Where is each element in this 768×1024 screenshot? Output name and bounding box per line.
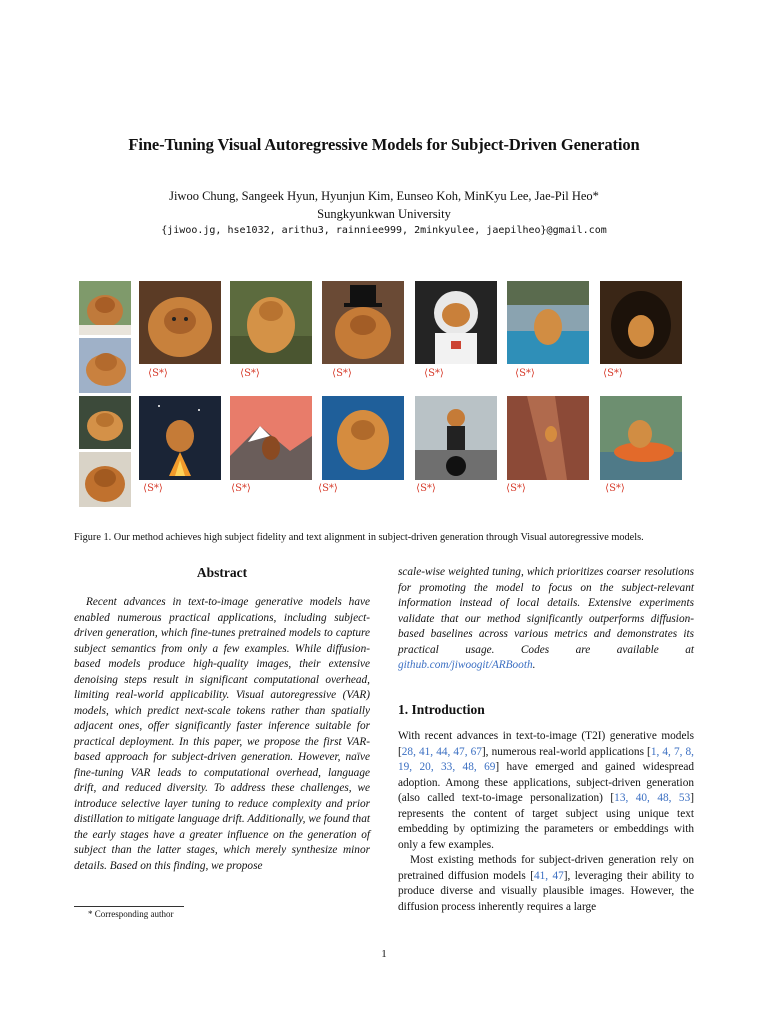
right-column (398, 565, 694, 915)
generated-image (139, 396, 221, 480)
generated-image (322, 281, 404, 364)
generated-image (230, 281, 312, 364)
author-emails: {jiwoo.jg, hse1032, arithu3, rainniee999, 2minkyulee, jaepilheo}@gmail.com (161, 225, 607, 236)
citation-link[interactable]: 41, 47 (533, 869, 564, 882)
token-label: ⟨S*⟩ (603, 368, 623, 379)
abstract-heading: Abstract (196, 565, 248, 580)
token-label: ⟨S*⟩ (605, 483, 625, 494)
reference-image (79, 396, 131, 449)
generated-image (415, 396, 497, 480)
token-label: ⟨S*⟩ (515, 368, 535, 379)
intro-text: Most existing methods for subject-driven generation rely on pretrained diffusion models [ (398, 854, 694, 882)
intro-text: ] have emerged and gained widespread adoption. Among these applications, subject-driven generation (also called text-to-image personalization) [ (398, 761, 694, 804)
generated-image (600, 281, 682, 364)
token-label: ⟨S*⟩ (332, 368, 352, 379)
generated-image (415, 281, 497, 364)
token-label: ⟨S*⟩ (424, 368, 444, 379)
paper-title: Fine-Tuning Visual Autoregressive Models for Subject-Driven Generation (128, 135, 640, 154)
token-label: ⟨S*⟩ (240, 368, 260, 379)
reference-image (79, 452, 131, 507)
generated-image (507, 281, 589, 364)
reference-image (79, 281, 131, 335)
generated-image (139, 281, 221, 364)
citation-link[interactable]: 28, 41, 44, 47, 67 (401, 745, 482, 758)
author-block (0, 187, 768, 223)
intro-text: With recent advances in text-to-image (T2I) generative models [ (398, 730, 694, 758)
generated-image (322, 396, 404, 480)
token-label: ⟨S*⟩ (143, 483, 163, 494)
section-heading-introduction: 1. Introduction (398, 701, 485, 717)
citation-link[interactable]: 1, 4, 7, 8, 19, 20, 33, 48, 69 (398, 745, 694, 773)
intro-text: ] represents the content of target subject using unique text embedding by optimizing the parameters or embeddings with only a few examples. (398, 792, 694, 851)
token-label: ⟨S*⟩ (318, 483, 338, 494)
page-number: 1 (381, 948, 387, 960)
figure-caption: Figure 1. Our method achieves high subject fidelity and text alignment in subject-driven generation through Visual autoregressive models. (74, 532, 644, 543)
author-list: Jiwoo Chung, Sangeek Hyun, Hyunjun Kim, Eunseo Koh, MinKyu Lee, Jae-Pil Heo* (169, 189, 599, 203)
token-label: ⟨S*⟩ (506, 483, 526, 494)
intro-paragraph-1 (398, 729, 694, 853)
generated-image (230, 396, 312, 480)
intro-text: ], numerous real-world applications [ (481, 745, 651, 758)
reference-image (79, 338, 131, 393)
footnote-divider (74, 906, 184, 907)
footnote: * Corresponding author (88, 909, 174, 919)
generated-image (507, 396, 589, 480)
affiliation: Sungkyunkwan University (317, 207, 451, 221)
token-label: ⟨S*⟩ (148, 368, 168, 379)
abstract-text: Recent advances in text-to-image generative models have enabled numerous practical applications, including subject-driven generation, which fine-tunes pretrained models to capture subject semantics from only a few examples. While diffusion-based models produce high-quality images, their extensive denoising steps result in significant computational overhead, limiting real-world applicability. Visual autoregressive (VAR) models, which predict next-scale tokens rather than spatially adjacent ones, offer significantly faster inference suitable for practical deployment. In this paper, we propose the first VAR-based approach for subject-driven generation. However, naïve fine-tuning VAR leads to computational overhead, language drift, and reduced diversity. To address these challenges, we introduce selective layer tuning to reduce complexity and prior distillation to mitigate language drift. Additionally, we found that the early stages have a greater influence on the generation of subject than the latter stages, which merely synthesize minor details. Based on this finding, we propose (74, 596, 370, 872)
intro-text: ], leveraging their ability to produce diverse and visually plausible images. However, the diffusion process inherently requires a large (398, 869, 694, 913)
abstract-text-continued (398, 565, 694, 674)
abstract-text-tail: scale-wise weighted tuning, which prioritizes coarser resolutions for promoting the model to focus on the subject-relevant information instead of local details. Extensive experiments validate that our method significantly outperforms diffusion-based baselines across various metrics and demonstrates its practical usage. Codes are available at (398, 566, 694, 656)
abstract-link-tail: . (532, 659, 536, 671)
code-link[interactable]: github.com/jiwoogit/ARBooth (398, 659, 533, 671)
intro-paragraph-2 (398, 853, 694, 915)
citation-link[interactable]: 13, 40, 48, 53 (614, 792, 691, 804)
token-label: ⟨S*⟩ (416, 483, 436, 494)
token-label: ⟨S*⟩ (231, 483, 251, 494)
left-column (74, 565, 370, 874)
generated-image (600, 396, 682, 480)
